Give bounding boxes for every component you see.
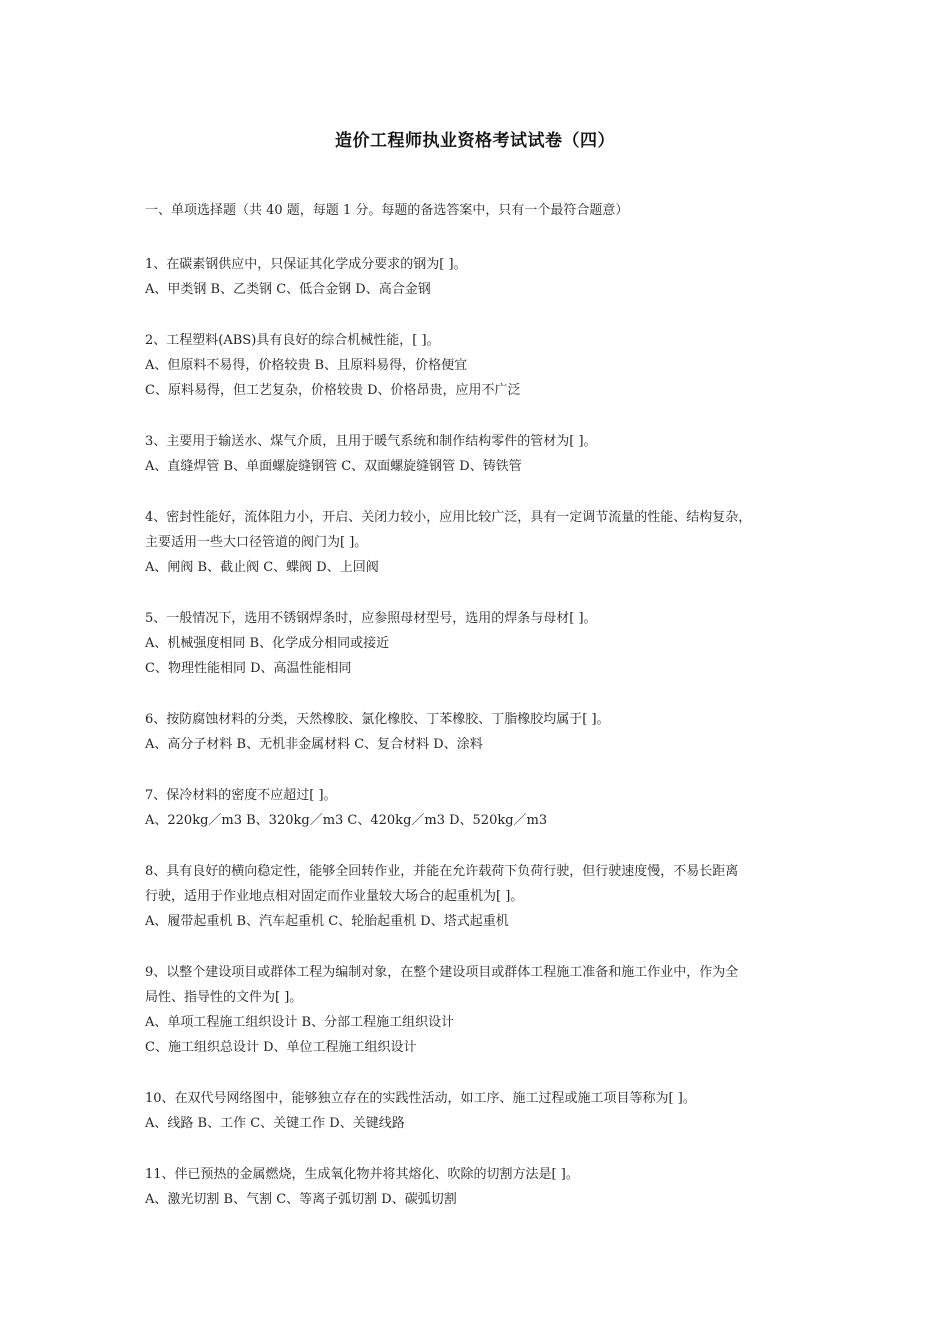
question-item [145,707,810,757]
question-text: 主要适用一些大口径管道的阀门为[ ]。 [145,535,368,550]
question-options: A、单项工程施工组织设计 B、分部工程施工组织设计 [145,1015,455,1030]
question-item [145,505,810,580]
question-item [145,783,810,833]
question-options: A、机械强度相同 B、化学成分相同或接近 [145,636,390,651]
question-list [145,252,810,1238]
question-options: A、闸阀 B、截止阀 C、蝶阀 D、上回阀 [145,560,379,575]
question-text: 11、伴已预热的金属燃烧，生成氧化物并将其熔化、吹除的切割方法是[ ]。 [145,1167,579,1182]
question-item [145,328,810,403]
question-item [145,429,810,479]
question-options: A、直缝焊管 B、单面螺旋缝钢管 C、双面螺旋缝钢管 D、铸铁管 [145,459,522,474]
question-text: 3、主要用于输送水、煤气介质，且用于暖气系统和制作结构零件的管材为[ ]。 [145,434,597,449]
question-text: 6、按防腐蚀材料的分类，天然橡胶、氯化橡胶、丁苯橡胶、丁脂橡胶均属于[ ]。 [145,712,610,727]
question-options: A、线路 B、工作 C、关键工作 D、关键线路 [145,1116,405,1131]
question-text: 1、在碳素钢供应中，只保证其化学成分要求的钢为[ ]。 [145,257,467,272]
question-item [145,859,810,934]
question-text: 5、一般情况下，选用不锈钢焊条时，应参照母材型号，选用的焊条与母材[ ]。 [145,611,597,626]
question-text: 10、在双代号网络图中，能够独立存在的实践性活动，如工序、施工过程或施工项目等称为[ ]。 [145,1091,696,1106]
question-item [145,1086,810,1136]
question-item [145,1162,810,1212]
question-text: 2、工程塑料(ABS)具有良好的综合机械性能，[ ]。 [145,333,440,348]
question-text: 行驶，适用于作业地点相对固定而作业量较大场合的起重机为[ ]。 [145,889,524,904]
question-options: A、220kg／m3 B、320kg／m3 C、420kg／m3 D、520kg／m3 [145,813,548,828]
question-options: C、施工组织总设计 D、单位工程施工组织设计 [145,1040,417,1055]
question-options: C、物理性能相同 D、高温性能相同 [145,661,352,676]
question-item [145,252,810,302]
question-options: A、甲类钢 B、乙类钢 C、低合金钢 D、高合金钢 [145,282,431,297]
section-heading: 一、单项选择题（共 40 题，每题 1 分。每题的备选答案中，只有一个最符合题意） [145,203,629,218]
question-text: 局性、指导性的文件为[ ]。 [145,990,303,1005]
page-title: 造价工程师执业资格考试试卷（四） [335,131,615,151]
question-options: A、履带起重机 B、汽车起重机 C、轮胎起重机 D、塔式起重机 [145,914,509,929]
question-options: A、但原料不易得，价格较贵 B、且原料易得，价格便宜 [145,358,468,373]
question-text: 8、具有良好的横向稳定性，能够全回转作业，并能在允许载荷下负荷行驶，但行驶速度慢，不易长距离 [145,864,739,879]
question-options: A、激光切割 B、气割 C、等离子弧切割 D、碳弧切割 [145,1192,457,1207]
question-text: 9、以整个建设项目或群体工程为编制对象，在整个建设项目或群体工程施工准备和施工作业中，作为全 [145,965,739,980]
question-text: 7、保冷材料的密度不应超过[ ]。 [145,788,337,803]
question-item [145,606,810,681]
question-options: A、高分子材料 B、无机非金属材料 C、复合材料 D、涂料 [145,737,483,752]
question-item [145,960,810,1060]
question-text: 4、密封性能好，流体阻力小，开启、关闭力较小，应用比较广泛，具有一定调节流量的性能、结构复杂， [145,510,752,525]
question-options: C、原料易得，但工艺复杂，价格较贵 D、价格昂贵，应用不广泛 [145,383,521,398]
